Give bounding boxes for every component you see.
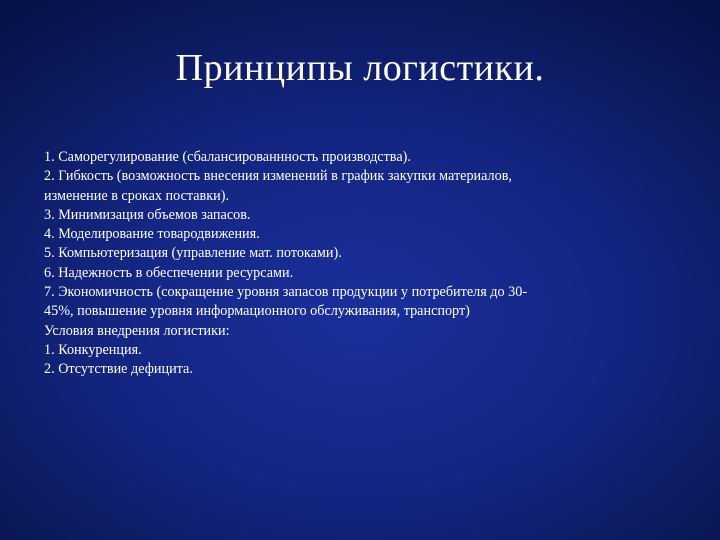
body-line: 2. Гибкость (возможность внесения изменений в график закупки материалов, <box>44 168 512 185</box>
body-line: 1. Конкуренция. <box>44 341 142 358</box>
body-line: 6. Надежность в обеспечении ресурсами. <box>44 264 294 281</box>
body-line: 4. Моделирование товародвижения. <box>44 226 260 243</box>
body-line: изменение в сроках поставки). <box>44 187 229 204</box>
body-line: 45%, повышение уровня информационного обслуживания, транспорт) <box>44 303 470 320</box>
body-line: 2. Отсутствие дефицита. <box>44 361 193 378</box>
body-line: 5. Компьютеризация (управление мат. потоками). <box>44 245 342 262</box>
body-line: 1. Саморегулирование (сбалансированнность производства). <box>44 149 411 165</box>
body-line: 7. Экономичность (сокращение уровня запасов продукции у потребителя до 30- <box>44 284 528 301</box>
slide-body <box>44 148 664 380</box>
body-line: 3. Минимизация объемов запасов. <box>44 206 251 223</box>
body-line: Условия внедрения логистики: <box>44 322 230 339</box>
slide-title: Принципы логистики. <box>175 47 545 89</box>
